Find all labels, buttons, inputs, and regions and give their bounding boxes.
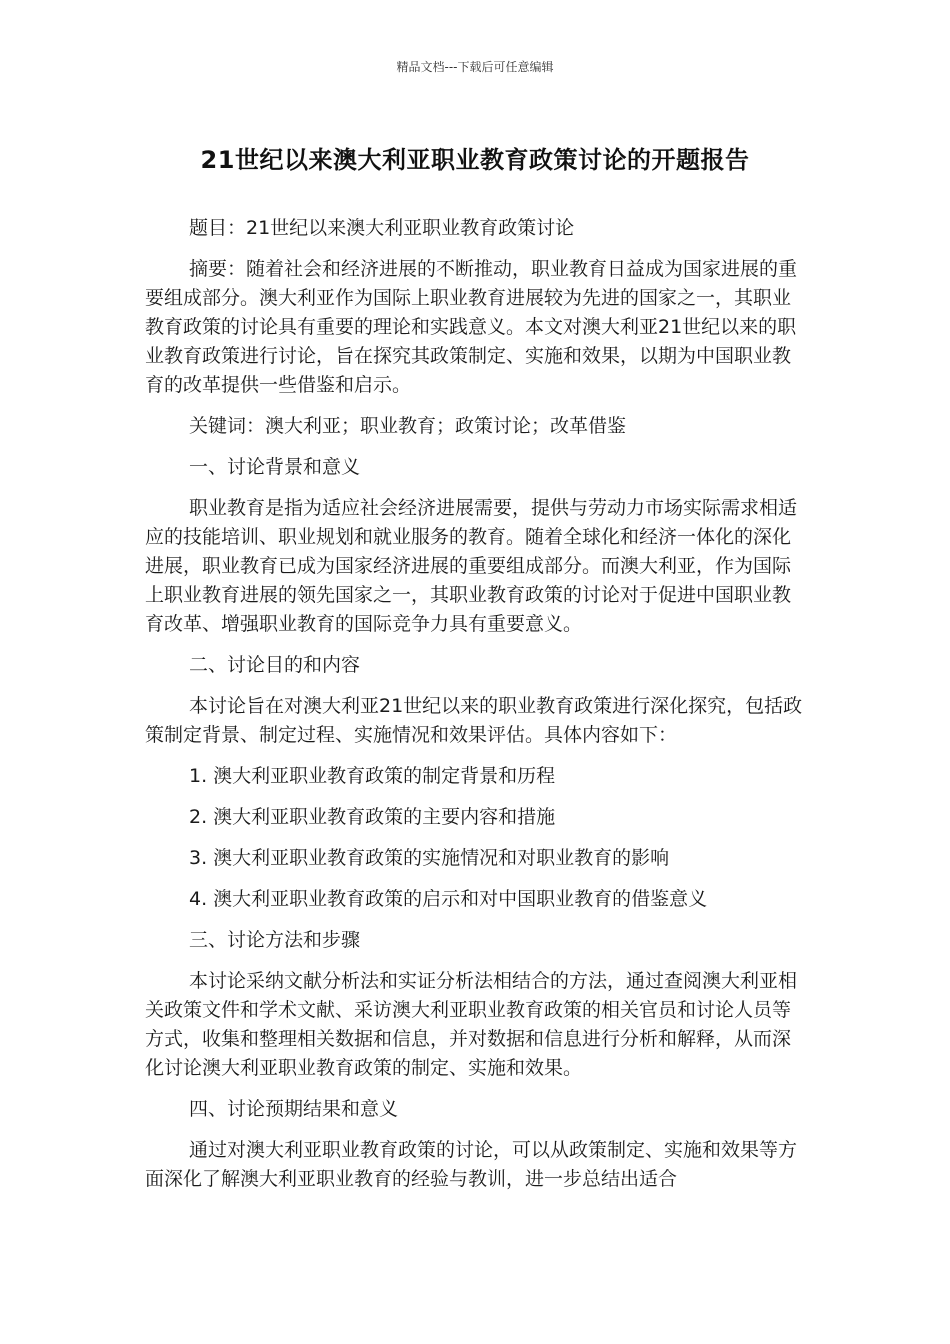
section-heading-expected-results: 四、讨论预期结果和意义 <box>189 1098 399 1120</box>
list-item: 1. 澳大利亚职业教育政策的制定背景和历程 <box>189 765 556 787</box>
list-item: 3. 澳大利亚职业教育政策的实施情况和对职业教育的影响 <box>189 847 670 869</box>
paragraph-purpose: 本讨论旨在对澳大利亚21世纪以来的职业教育政策进行深化探究，包括政策制定背景、制定过程、实施情况和效果评估。具体内容如下： <box>145 695 803 746</box>
header-note: 精品文档---下载后可任意编辑 <box>396 60 554 74</box>
section-heading-background: 一、讨论背景和意义 <box>189 456 361 478</box>
document-title: 21世纪以来澳大利亚职业教育政策讨论的开题报告 <box>200 146 750 174</box>
paragraph-keywords: 关键词：澳大利亚；职业教育；政策讨论；改革借鉴 <box>189 415 627 437</box>
section-heading-methods: 三、讨论方法和步骤 <box>189 929 361 951</box>
paragraph-abstract: 摘要：随着社会和经济进展的不断推动，职业教育日益成为国家进展的重要组成部分。澳大利亚作为国际上职业教育进展较为先进的国家之一，其职业教育政策的讨论具有重要的理论和实践意义。本文对澳大利亚21世纪以来的职业教育政策进行讨论，旨在探究其政策制定、实施和效果，以期为中国职业教育的改革提供一些借鉴和启示。 <box>145 258 798 396</box>
section-heading-purpose: 二、讨论目的和内容 <box>189 654 361 676</box>
list-item: 2. 澳大利亚职业教育政策的主要内容和措施 <box>189 806 556 828</box>
paragraph-background: 职业教育是指为适应社会经济进展需要，提供与劳动力市场实际需求相适应的技能培训、职业规划和就业服务的教育。随着全球化和经济一体化的深化进展，职业教育已成为国家经济进展的重要组成部分。而澳大利亚，作为国际上职业教育进展的领先国家之一，其职业教育政策的讨论对于促进中国职业教育改革、增强职业教育的国际竞争力具有重要意义。 <box>145 497 798 635</box>
paragraph-topic: 题目：21世纪以来澳大利亚职业教育政策讨论 <box>189 217 575 239</box>
list-item: 4. 澳大利亚职业教育政策的启示和对中国职业教育的借鉴意义 <box>189 888 708 910</box>
document-body <box>145 214 805 1206</box>
paragraph-expected-results: 通过对澳大利亚职业教育政策的讨论，可以从政策制定、实施和效果等方面深化了解澳大利亚职业教育的经验与教训，进一步总结出适合 <box>145 1139 798 1190</box>
paragraph-methods: 本讨论采纳文献分析法和实证分析法相结合的方法，通过查阅澳大利亚相关政策文件和学术文献、采访澳大利亚职业教育政策的相关官员和讨论人员等方式，收集和整理相关数据和信息，并对数据和信息进行分析和解释，从而深化讨论澳大利亚职业教育政策的制定、实施和效果。 <box>145 970 798 1079</box>
